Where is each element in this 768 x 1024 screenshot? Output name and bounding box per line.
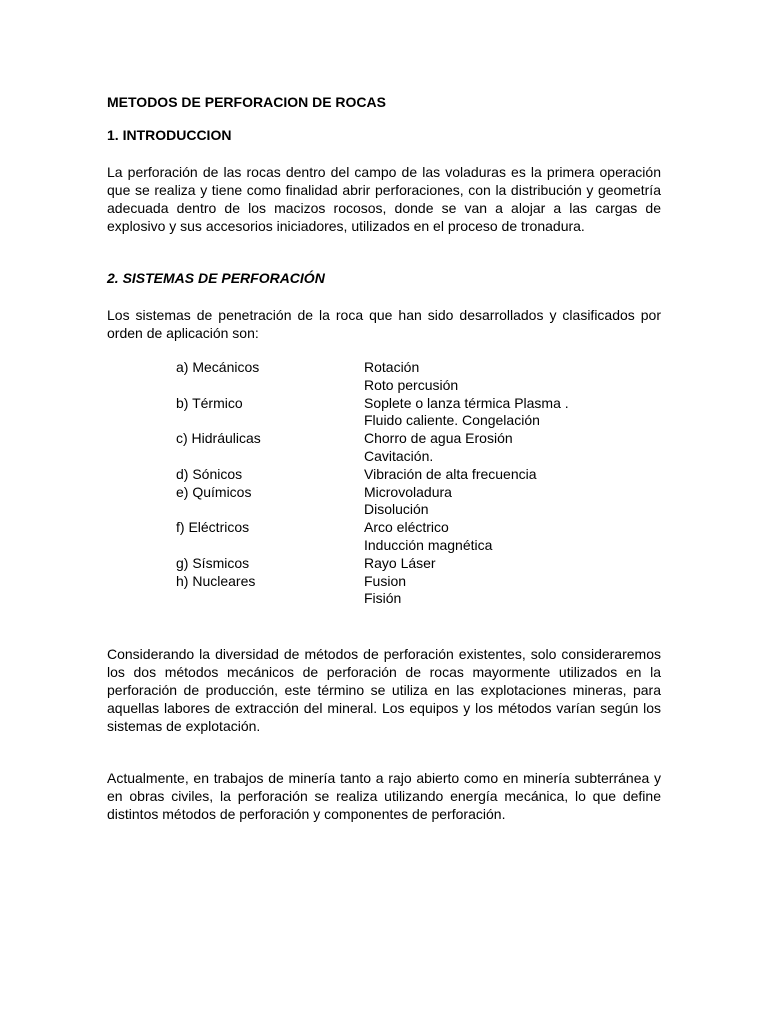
system-method: Fisión [364, 590, 402, 607]
system-category: c) Hidráulicas [176, 430, 261, 447]
system-method: Microvoladura [364, 483, 452, 500]
system-method: Inducción magnética [364, 536, 493, 553]
perforation-systems-list [176, 359, 684, 608]
systems-intro-paragraph: Los sistemas de penetración de la roca que han sido desarrollados y clasificados por orden de aplicación son: [107, 307, 661, 341]
system-method: Rayo Láser [364, 554, 436, 571]
system-category [176, 448, 364, 466]
system-category: b) Térmico [176, 394, 243, 411]
considerations-paragraph: Considerando la diversidad de métodos de perforación existentes, solo consideraremos los dos métodos mecánicos de perforación de rocas mayormente utilizados en la perforación de producción, este término se utiliza en las explotaciones mineras, para aquellas labores de extracción del mineral. Los equipos y los métodos varían según los sistemas de explotación. [107, 646, 661, 734]
system-category [176, 590, 364, 608]
system-category: f) Eléctricos [176, 519, 250, 536]
system-method: Arco eléctrico [364, 519, 449, 536]
section-1-heading: 1. INTRODUCCION [107, 127, 232, 143]
current-methods-paragraph: Actualmente, en trabajos de minería tanto a rajo abierto como en minería subterránea y en obras civiles, la perforación se realiza utilizando energía mecánica, lo que define distintos métodos de perforación y componentes de perforación. [107, 770, 661, 822]
system-method: Soplete o lanza térmica Plasma . [364, 394, 569, 411]
system-category: a) Mecánicos [176, 359, 260, 375]
system-category [176, 501, 364, 519]
system-method: Cavitación. [364, 447, 434, 464]
system-method: Disolución [364, 501, 429, 518]
document-title: METODOS DE PERFORACION DE ROCAS [107, 94, 386, 110]
system-category [176, 537, 364, 555]
system-method: Chorro de agua Erosión [364, 430, 513, 447]
system-method: Fluido caliente. Congelación [364, 412, 540, 429]
system-category: d) Sónicos [176, 465, 243, 482]
system-category [176, 377, 364, 395]
system-category: h) Nucleares [176, 572, 256, 589]
introduction-paragraph: La perforación de las rocas dentro del campo de las voladuras es la primera operación que se realiza y tiene como finalidad abrir perforaciones, con la distribución y geometría adecuada dentro de los macizos rocosos, donde se van a alojar a las cargas de explosivo y sus accesorios iniciadores, utilizados en el proceso de tronadura. [107, 164, 661, 234]
section-2-heading: 2. SISTEMAS DE PERFORACIÓN [107, 270, 325, 286]
system-category: e) Químicos [176, 483, 252, 500]
system-category: g) Sísmicos [176, 554, 250, 571]
system-method: Fusion [364, 572, 407, 589]
system-method: Rotación [364, 359, 420, 375]
system-category [176, 412, 364, 430]
system-method: Vibración de alta frecuencia [364, 465, 537, 482]
system-method: Roto percusión [364, 376, 459, 393]
